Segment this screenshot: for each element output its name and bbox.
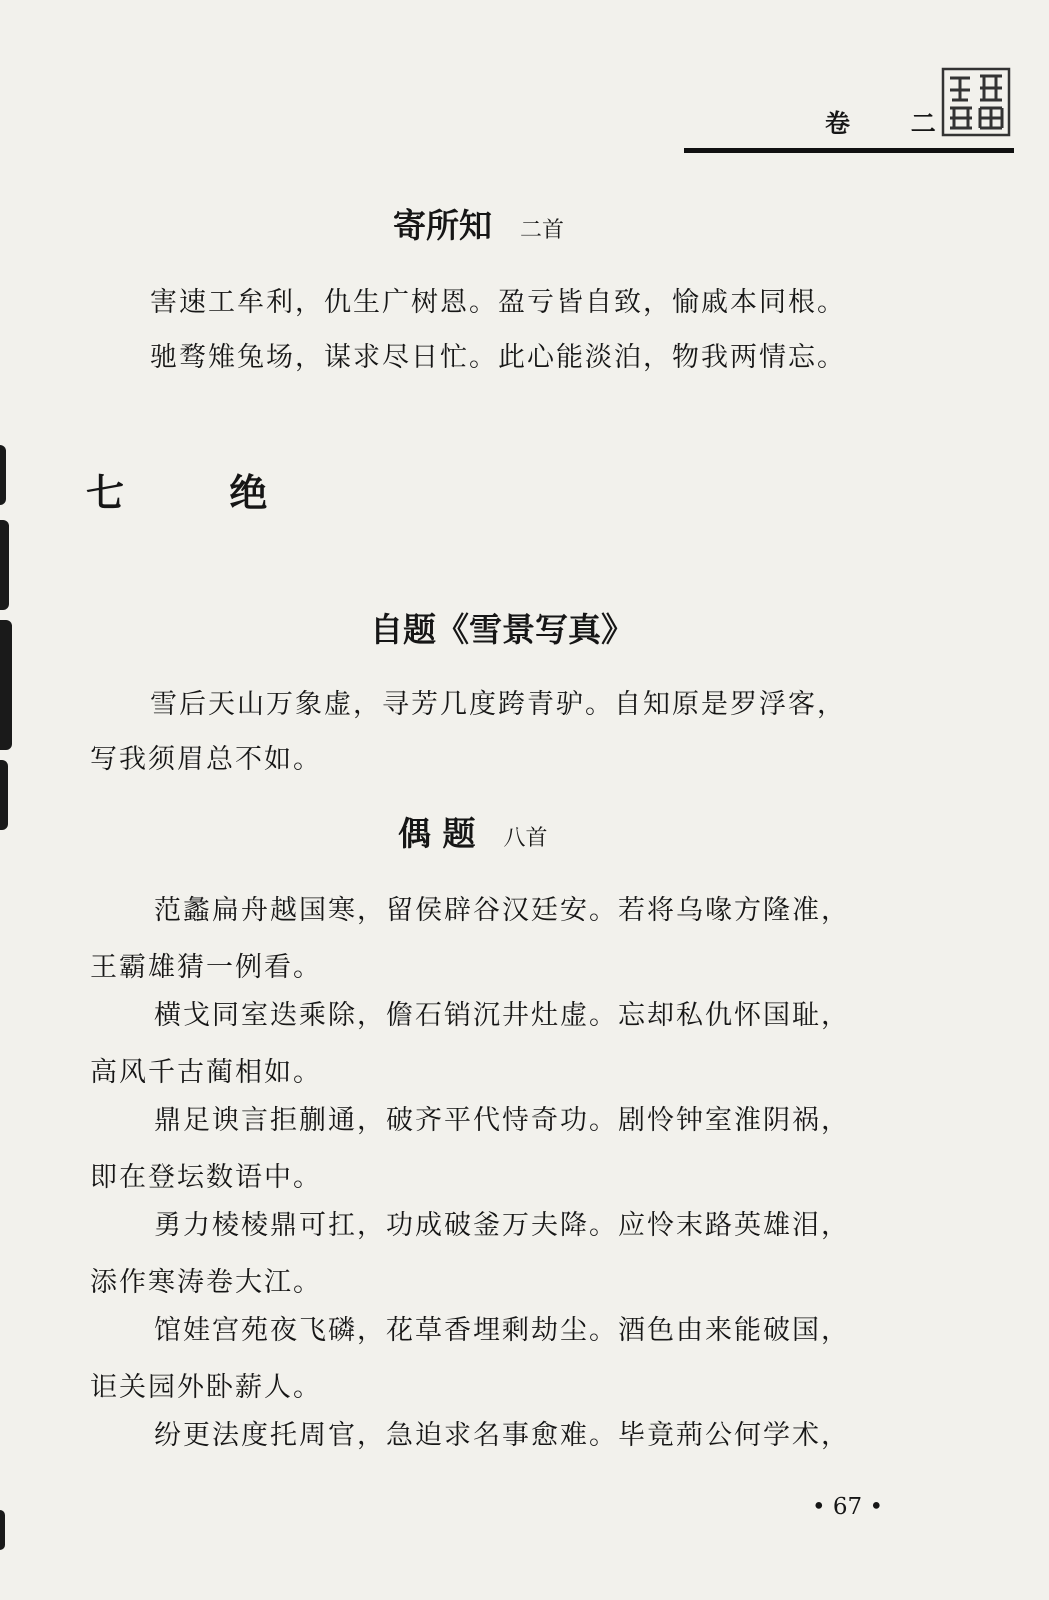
poem-title: 自题《雪景写真》 (370, 610, 634, 649)
section-heading: 七 绝 (86, 470, 314, 515)
poem-line: 讵关园外卧薪人。 (90, 1372, 322, 1403)
poem-line: 雪后天山万象虚，寻芳几度跨青驴。自知原是罗浮客， (150, 689, 846, 720)
publisher-seal-logo (940, 66, 1012, 138)
poem-line: 害速工牟利，仇生广树恩。盈亏皆自致，愉戚本同根。 (150, 287, 846, 318)
poem-line: 写我须眉总不如。 (90, 744, 322, 775)
header-rule (684, 148, 1014, 153)
poem-line: 即在登坛数语中。 (90, 1162, 322, 1193)
page-number: • 67 • (812, 1494, 884, 1520)
poem-line: 王霸雄猜一例看。 (90, 952, 322, 983)
scan-edge (0, 0, 12, 1600)
poem-line: 鼎足谀言拒蒯通，破齐平代恃奇功。剧怜钟室淮阴祸， (154, 1105, 850, 1136)
poem-title-text: 偶 题 (398, 814, 476, 853)
poem-line: 高风千古蔺相如。 (90, 1057, 322, 1088)
poem-line: 勇力棱棱鼎可扛，功成破釜万夫降。应怜末路英雄泪， (154, 1210, 850, 1241)
poem-title-text: 寄所知 (393, 206, 492, 245)
poem-line: 纷更法度托周官，急迫求名事愈难。毕竟荊公何学术， (154, 1420, 850, 1451)
poem-count-note: 二首 (520, 218, 565, 243)
poem-title (398, 808, 548, 855)
running-header: 卷 二 (825, 109, 962, 138)
poem-count-note: 八首 (503, 826, 548, 851)
poem-line: 横戈同室迭乘除，儋石销沉井灶虚。忘却私仇怀国耻， (154, 1000, 850, 1031)
poem-title (393, 200, 564, 247)
poem-line: 添作寒涛卷大江。 (90, 1267, 322, 1298)
poem-line: 驰骛雉兔场，谋求尽日忙。此心能淡泊，物我两情忘。 (150, 342, 846, 373)
poem-line: 馆娃宫苑夜飞磷，花草香埋剩劫尘。酒色由来能破国， (154, 1315, 850, 1346)
poem-line: 范蠡扁舟越国寒，留侯辟谷汉廷安。若将乌喙方隆准， (154, 895, 850, 926)
